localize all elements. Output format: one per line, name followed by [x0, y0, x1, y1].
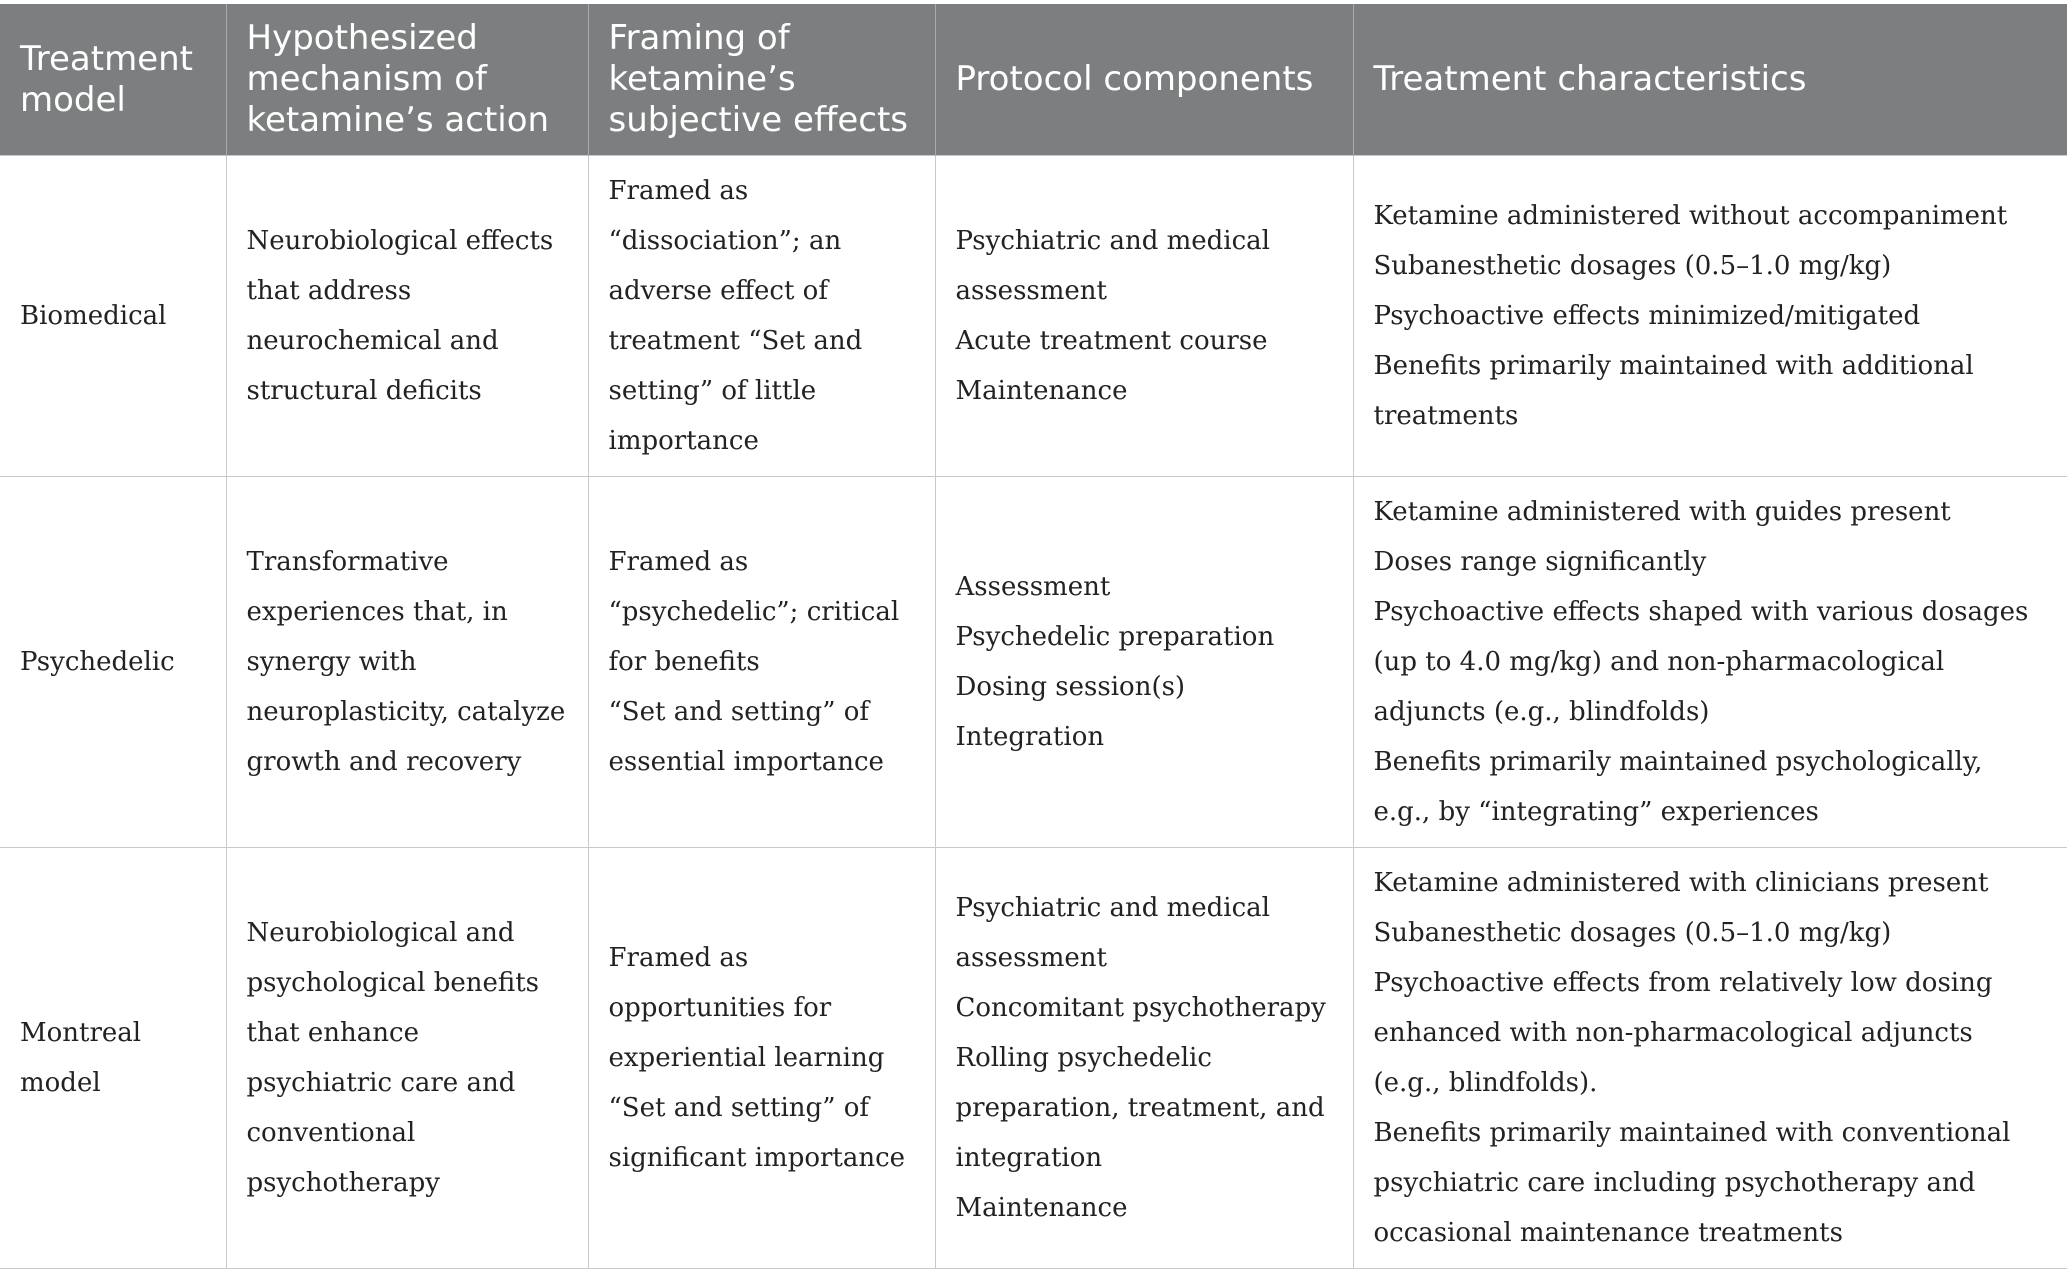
header-protocol-components: Protocol components [935, 4, 1353, 156]
cell-mechanism: Neurobiological and psychological benefits that enhance psychiatric care and conventional psychotherapy [226, 848, 588, 1269]
protocol-item: Psychedelic preparation [955, 622, 1275, 652]
protocol-item: Acute treatment course [955, 326, 1268, 356]
header-mechanism: Hypothesized mechanism of ketamine’s action [226, 4, 588, 156]
cell-characteristics [1353, 156, 2067, 477]
table-row [0, 848, 2067, 1269]
protocol-item: Integration [955, 722, 1105, 752]
cell-framing: Framed as “dissociation”; an adverse effect of treatment “Set and setting” of little importance [588, 156, 935, 477]
characteristic-item: Ketamine administered with clinicians present [1373, 868, 1989, 898]
characteristic-item: Benefits primarily maintained with conventional psychiatric care including psychotherapy and occasional maintenance treatments [1373, 1118, 2011, 1248]
characteristic-item: Subanesthetic dosages (0.5–1.0 mg/kg) [1373, 918, 1892, 948]
framing-item: Framed as opportunities for experiential learning [608, 943, 885, 1073]
characteristic-item: Ketamine administered with guides present [1373, 497, 1951, 527]
characteristic-item: Benefits primarily maintained with additional treatments [1373, 351, 1974, 431]
ketamine-treatment-models-table-container [0, 4, 2067, 1269]
characteristic-item: Psychoactive effects minimized/mitigated [1373, 301, 1921, 331]
characteristic-item: Subanesthetic dosages (0.5–1.0 mg/kg) [1373, 251, 1892, 281]
header-treatment-characteristics: Treatment characteristics [1353, 4, 2067, 156]
header-row [0, 4, 2067, 156]
framing-item: “Set and setting” of essential importance [608, 697, 884, 777]
characteristic-item: Ketamine administered without accompaniment [1373, 201, 2008, 231]
framing-item: Framed as “psychedelic”; critical for benefits [608, 547, 900, 677]
framing-item: “Set and setting” of significant importance [608, 1093, 906, 1173]
protocol-item: Psychiatric and medical assessment [955, 226, 1271, 306]
characteristic-item: Doses range significantly [1373, 547, 1707, 577]
cell-model: Montreal model [0, 848, 226, 1269]
table-row [0, 156, 2067, 477]
protocol-item: Rolling psychedelic preparation, treatment, and integration [955, 1043, 1325, 1173]
cell-mechanism: Neurobiological effects that address neurochemical and structural deficits [226, 156, 588, 477]
cell-framing [588, 477, 935, 848]
cell-characteristics [1353, 477, 2067, 848]
cell-protocol [935, 156, 1353, 477]
protocol-item: Dosing session(s) [955, 672, 1186, 702]
header-treatment-model: Treatment model [0, 4, 226, 156]
protocol-item: Assessment [955, 572, 1111, 602]
protocol-item: Concomitant psychotherapy [955, 993, 1326, 1023]
table-header [0, 4, 2067, 156]
characteristic-item: Benefits primarily maintained psychologically, e.g., by “integrating” experiences [1373, 747, 1983, 827]
characteristic-item: Psychoactive effects from relatively low dosing enhanced with non-pharmacological adjuncts (e.g., blindfolds). [1373, 968, 1993, 1098]
cell-model: Biomedical [0, 156, 226, 477]
cell-protocol [935, 848, 1353, 1269]
protocol-item: Psychiatric and medical assessment [955, 893, 1271, 973]
table-row [0, 477, 2067, 848]
table-body [0, 156, 2067, 1269]
cell-framing [588, 848, 935, 1269]
header-framing: Framing of ketamine’s subjective effects [588, 4, 935, 156]
cell-protocol [935, 477, 1353, 848]
characteristic-item: Psychoactive effects shaped with various dosages (up to 4.0 mg/kg) and non-pharmacological adjuncts (e.g., blindfolds) [1373, 597, 2029, 727]
cell-model: Psychedelic [0, 477, 226, 848]
cell-characteristics [1353, 848, 2067, 1269]
protocol-item: Maintenance [955, 376, 1128, 406]
cell-mechanism: Transformative experiences that, in synergy with neuroplasticity, catalyze growth and recovery [226, 477, 588, 848]
protocol-item: Maintenance [955, 1193, 1128, 1223]
ketamine-treatment-models-table [0, 4, 2067, 1269]
